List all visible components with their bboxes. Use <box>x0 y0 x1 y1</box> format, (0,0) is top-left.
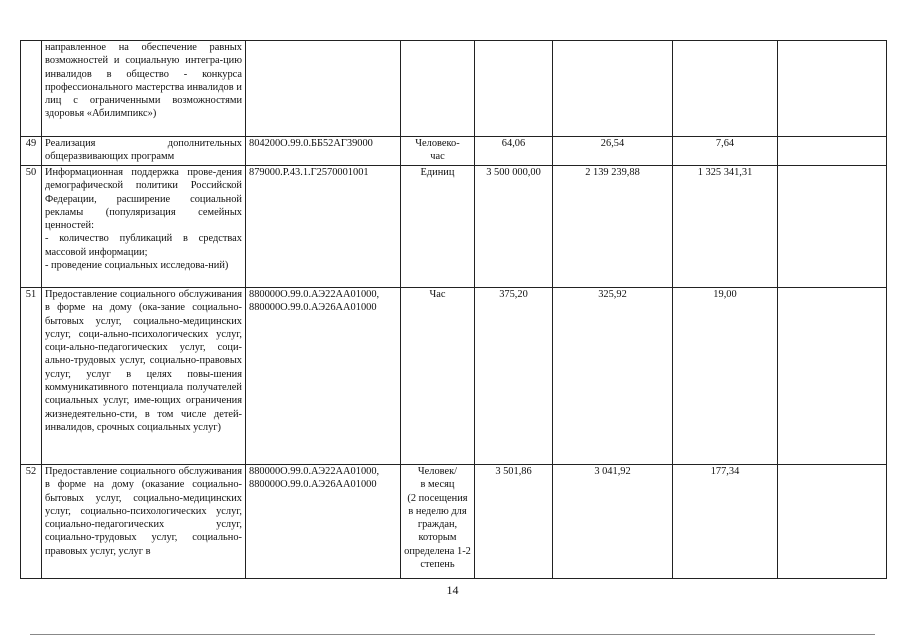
registry-code: 880000О.99.0.АЭ22АА01000, 880000О.99.0.АЭ26АА01000 <box>246 288 401 465</box>
empty-cell <box>778 465 887 579</box>
services-table <box>20 40 887 579</box>
value-2: 2 139 239,88 <box>553 166 673 288</box>
service-name: Предоставление социального обслуживания в форме на дому (оказание социально-бытовых услуг, социально-медицинских услуг, социально-психологических услуг, социально-педагогических услуг, социально-трудовых услуг, социально-правовых услуг, услуг в <box>42 465 246 579</box>
unit-of-measure: Человек/ в месяц (2 посещения в неделю для граждан, которым определена 1-2 степень <box>401 465 475 579</box>
value-3: 7,64 <box>673 137 778 166</box>
unit-of-measure <box>401 41 475 137</box>
row-number: 51 <box>21 288 42 465</box>
row-number <box>21 41 42 137</box>
table-row <box>21 41 887 137</box>
unit-of-measure: Час <box>401 288 475 465</box>
registry-code <box>246 41 401 137</box>
value-2: 325,92 <box>553 288 673 465</box>
value-3: 177,34 <box>673 465 778 579</box>
value-2 <box>553 41 673 137</box>
row-number: 49 <box>21 137 42 166</box>
value-3: 19,00 <box>673 288 778 465</box>
value-2: 3 041,92 <box>553 465 673 579</box>
table-row <box>21 288 887 465</box>
registry-code: 879000.Р.43.1.Г2570001001 <box>246 166 401 288</box>
service-name: Предоставление социального обслуживания в форме на дому (ока-зание социально-бытовых услуг, социально-медицинских услуг, соци-ально-психологических услуг, соци-ально-педагогических услуг, соци-ально-трудовых услуг, социально-правовых услуг, услуг в целях повы-шения коммуникативного потенциала получателей социальных услуг, име-ющих ограничения жизнедеятельно-сти, в том числе детей-инвалидов, срочных социальных услуг) <box>42 288 246 465</box>
value-1: 64,06 <box>475 137 553 166</box>
value-2: 26,54 <box>553 137 673 166</box>
service-name: направленное на обеспечение равных возможностей и социальную интегра-цию инвалидов в общество - конкурса профессионального мастерства инвалидов и лиц с ограниченными возможностями здоровья «Абилимпикс») <box>42 41 246 137</box>
service-name: Реализация дополнительных общеразвивающих программ <box>42 137 246 166</box>
value-3: 1 325 341,31 <box>673 166 778 288</box>
page-number: 14 <box>446 583 459 597</box>
scan-edge-line <box>30 634 875 635</box>
value-1: 3 501,86 <box>475 465 553 579</box>
empty-cell <box>778 137 887 166</box>
registry-code: 880000О.99.0.АЭ22АА01000, 880000О.99.0.АЭ26АА01000 <box>246 465 401 579</box>
service-name: Информационная поддержка прове-дения демографической политики Российской Федерации, расширение социальной рекламы (популяризация семейных ценностей: - количество публикаций в средствах массовой информации; - проведение социальных исследова-ний) <box>42 166 246 288</box>
empty-cell <box>778 288 887 465</box>
value-1 <box>475 41 553 137</box>
value-1: 3 500 000,00 <box>475 166 553 288</box>
table-row <box>21 137 887 166</box>
table-row <box>21 465 887 579</box>
value-1: 375,20 <box>475 288 553 465</box>
registry-code: 804200О.99.0.ББ52АГ39000 <box>246 137 401 166</box>
unit-of-measure: Единиц <box>401 166 475 288</box>
empty-cell <box>778 166 887 288</box>
row-number: 52 <box>21 465 42 579</box>
empty-cell <box>778 41 887 137</box>
value-3 <box>673 41 778 137</box>
row-number: 50 <box>21 166 42 288</box>
table-row <box>21 166 887 288</box>
unit-of-measure: Человеко- час <box>401 137 475 166</box>
